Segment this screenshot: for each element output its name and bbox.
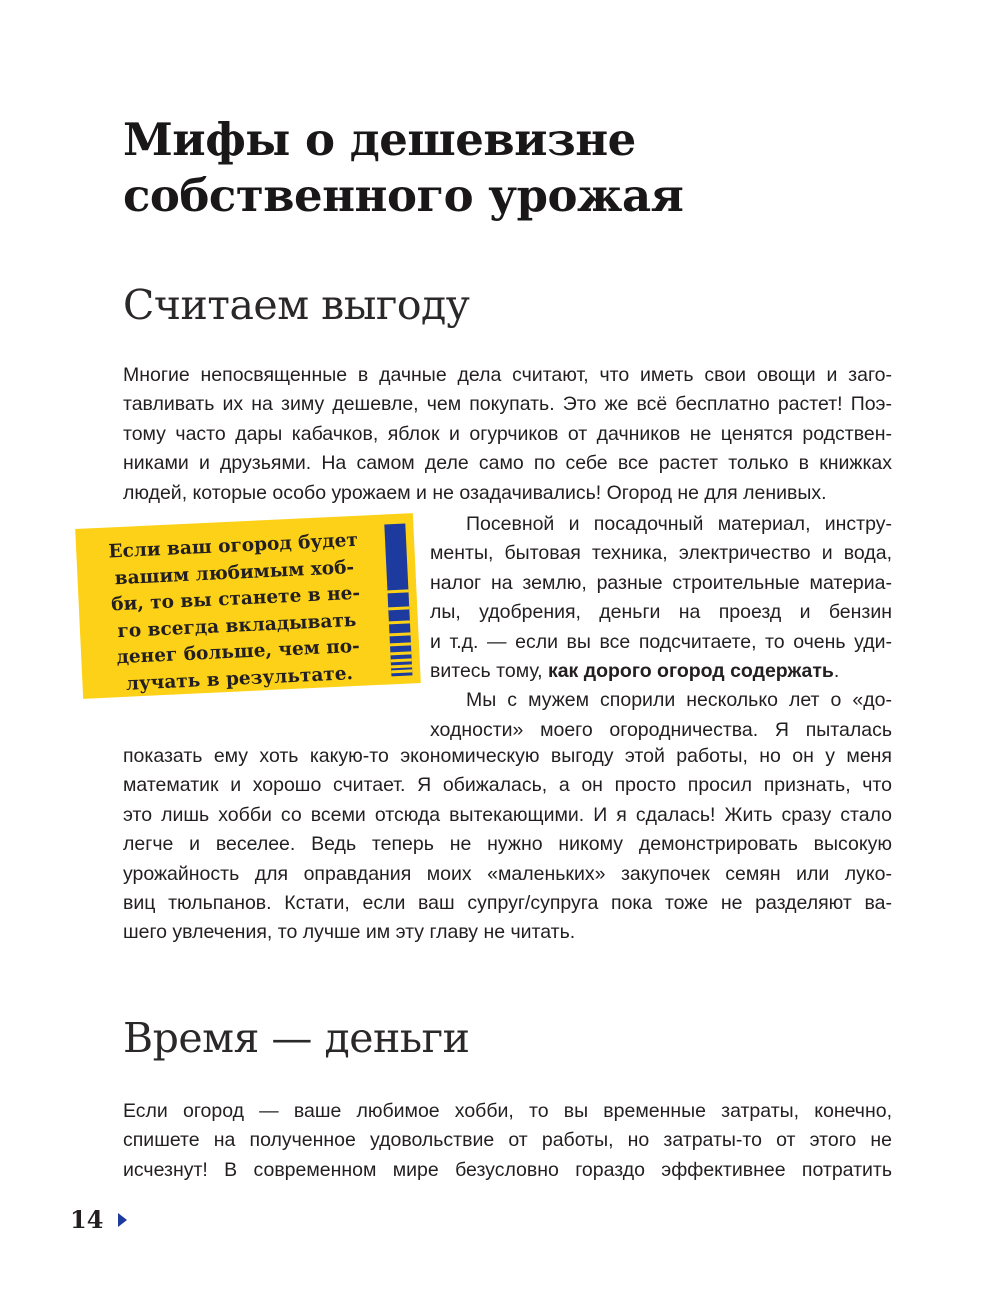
text-line: тавливать их на зиму дешевле, чем покупать. Это же всё бесплатно растет! Поэ- [123,393,892,416]
paragraph-time [123,1097,892,1185]
text-line: налог на землю, разные строительные материа- [430,571,892,594]
text-line: Мы с мужем спорили несколько лет о «до- [466,689,892,712]
text-line: менты, бытовая техника, электричество и вода, [430,542,892,565]
text-line: математик и хорошо считает. Я обижалась, а он просто просил признать, что [123,774,892,797]
callout-line: денег больше, чем по- [116,635,361,669]
callout-line: лучать в результате. [125,662,354,695]
text-line: Многие непосвященные в дачные дела считают, что иметь свои овощи и заго- [123,364,892,386]
paragraph-costs [430,510,892,745]
text-line: урожайность для оправдания моих «маленьких» закупочек семян или луко- [123,862,892,885]
text-line: людей, которые особо урожаем и не озадачивались! Огород не для ленивых. [123,481,827,504]
callout-text [94,527,379,699]
text-line: лы, удобрения, деньги на проезд и бензин [430,601,892,624]
text-line: легче и веселее. Ведь теперь не нужно никому демонстрировать высокую [123,833,892,856]
callout-line: вашим любимым хоб- [114,556,355,589]
emphasis-text: как дорого огород содержать [547,659,834,682]
text-line: ходности» моего огородничества. Я пыталась [430,718,892,741]
page-title [123,112,883,224]
text-fragment: витесь тому, [430,659,548,682]
section-heading-time-money: Время — деньги [123,1014,470,1062]
text-line: спишете на полученное удовольствие от работы, но затраты-то от этого не [123,1129,892,1152]
triangle-right-icon [118,1213,127,1227]
text-line: виц тюльпанов. Кстати, если ваш супруг/супруга пока тоже не разделяют ва- [123,891,892,914]
callout-line: Если ваш огород будет [108,529,359,563]
callout-stripe-decoration [384,523,412,676]
text-line: Если огород — ваше любимое хобби, то вы временные затраты, конечно, [123,1100,892,1122]
callout-line: го всегда вкладывать [116,609,357,642]
text-line: никами и друзьями. На самом деле само по себе все растет только в книжках [123,452,892,475]
text-fragment: . [833,659,840,682]
text-line: тому часто дары кабачков, яблок и огурчиков от дачников не ценятся родствен- [123,422,892,445]
text-line [430,657,892,686]
text-line: Посевной и посадочный материал, инстру- [466,513,892,535]
text-line: это лишь хобби со всеми отсюда вытекающими. И я сдалась! Жить сразу стало [123,803,892,826]
text-line: исчезнут! В современном мире безусловно гораздо эффективнее потратить [123,1158,892,1181]
text-line: показать ему хоть какую-то экономическую выгоду этой работы, но он у меня [123,745,892,767]
title-line-2: собственного урожая [123,169,684,222]
paragraph-intro [123,361,892,508]
text-line: шего увлечения, то лучше им эту главу не читать. [123,921,576,944]
callout-box [75,513,421,699]
title-line-1: Мифы о дешевизне [123,113,636,166]
text-line: и т.д. — если вы все подсчитаете, то очень уди- [430,630,892,653]
page-number: 14 [70,1205,104,1234]
callout-line: би, то вы станете в не- [110,582,361,616]
section-heading-profit: Считаем выгоду [123,281,470,329]
paragraph-story [123,742,892,948]
